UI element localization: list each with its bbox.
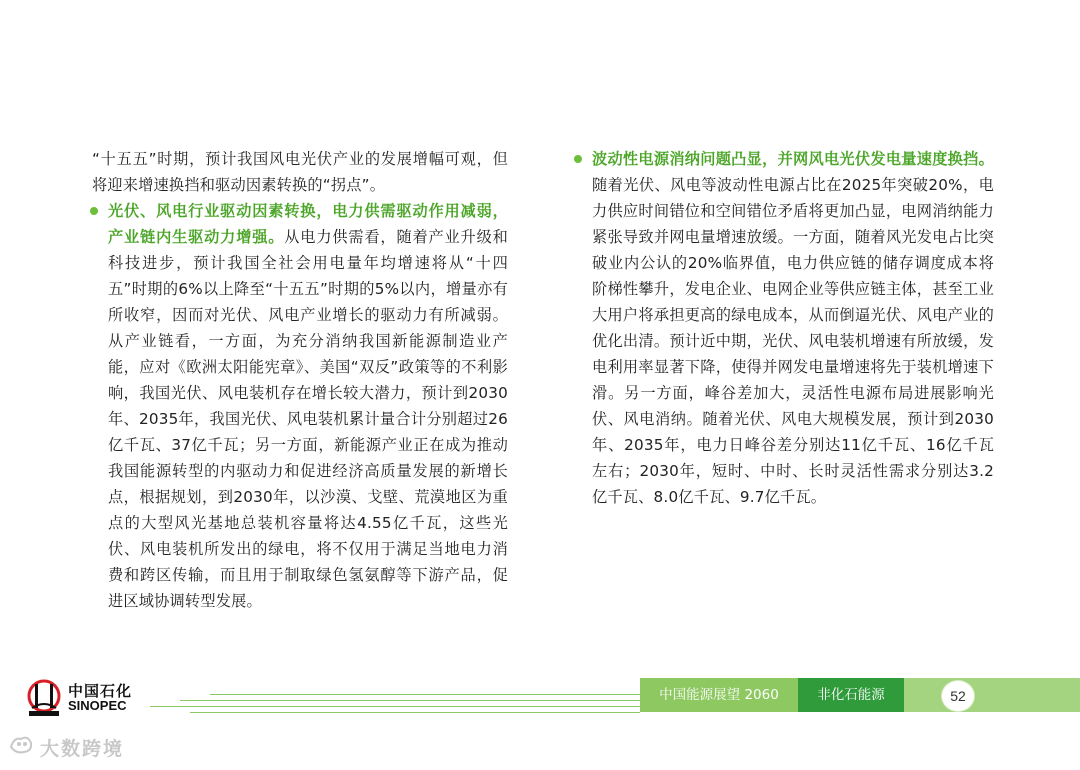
section-name-band: 非化石能源 bbox=[798, 678, 904, 712]
footer-line bbox=[180, 700, 640, 701]
intro-paragraph: “十五五”时期，预计我国风电光伏产业的发展增幅可观，但将迎来增速换挡和驱动因素转换的“拐点”。 bbox=[92, 150, 508, 194]
footer-band-tail bbox=[904, 678, 1080, 712]
footer-line bbox=[150, 706, 640, 707]
bullet-item-2 bbox=[574, 146, 994, 510]
bullet-1-heading: 光伏、风电行业驱动因素转换，电力供需驱动作用减弱，产业链内生驱动力增强。 bbox=[108, 202, 508, 246]
left-column bbox=[90, 146, 508, 614]
bullet-dot-icon bbox=[574, 155, 582, 163]
watermark-logo-icon bbox=[8, 733, 34, 755]
sinopec-logo-icon bbox=[26, 678, 62, 718]
page-number: 52 bbox=[941, 680, 975, 712]
footer-line bbox=[190, 712, 640, 713]
watermark-text: 大数跨境 bbox=[40, 738, 125, 760]
footer-decorative-lines bbox=[150, 680, 640, 720]
page-footer bbox=[0, 660, 1080, 770]
bullet-1-body: 从电力供需看，随着产业升级和科技进步，预计我国全社会用电量年均增速将从“十四五”时期的6%以上降至“十五五”时期的5%以内，增量亦有所收窄，因而对光伏、风电产业增长的驱动力有所减弱。从产业链看，一方面，为充分消纳我国新能源制造业产能，应对《欧洲太阳能宪章》、美国“双反”政策等的不利影响，我国光伏、风电装机存在增长较大潜力，预计到2030年、2035年，我国光伏、风电装机累计量合计分别超过26亿千瓦、37亿千瓦；另一方面，新能源产业正在成为推动我国能源转型的内驱动力和促进经济高质量发展的新增长点，根据规划，到2030年，以沙漠、戈壁、荒漠地区为重点的大型风光基地总装机容量将达4.55亿千瓦，这些光伏、风电装机所发出的绿电，将不仅用于满足当地电力消费和跨区传输，而且用于制取绿色氢氨醇等下游产品，促进区域协调转型发展。 bbox=[108, 228, 508, 610]
footer-line bbox=[210, 694, 640, 695]
bullet-2-heading: 波动性电源消纳问题凸显，并网风电光伏发电量速度换挡。 bbox=[592, 150, 994, 168]
bullet-item-1 bbox=[90, 198, 508, 614]
right-column bbox=[574, 146, 994, 510]
bullet-2-body: 随着光伏、风电等波动性电源占比在2025年突破20%，电力供应时间错位和空间错位矛盾将更加凸显，电网消纳能力紧张导致并网电量增速放缓。一方面，随着风光发电占比突破业内公认的20%临界值，电力供应链的储存调度成本将阶梯性攀升，发电企业、电网企业等供应链主体，甚至工业大用户将承担更高的绿电成本，从而倒逼光伏、风电产业的优化出清。预计近中期，光伏、风电装机增速有所放缓，发电利用率显著下降，使得并网发电量增速将先于装机增速下滑。另一方面，峰谷差加大，灵活性电源布局进展影响光伏、风电消纳。随着光伏、风电大规模发展，预计到2030年、2035年，电力日峰谷差分别达11亿千瓦、16亿千瓦左右；2030年，短时、中时、长时灵活性需求分别达3.2亿千瓦、8.0亿千瓦、9.7亿千瓦。 bbox=[592, 176, 994, 506]
logo-english-name: SINOPEC bbox=[68, 698, 127, 713]
bullet-dot-icon bbox=[90, 207, 98, 215]
logo-chinese-name: 中国石化 bbox=[68, 682, 133, 700]
publication-title-band: 中国能源展望 2060 bbox=[640, 678, 798, 712]
